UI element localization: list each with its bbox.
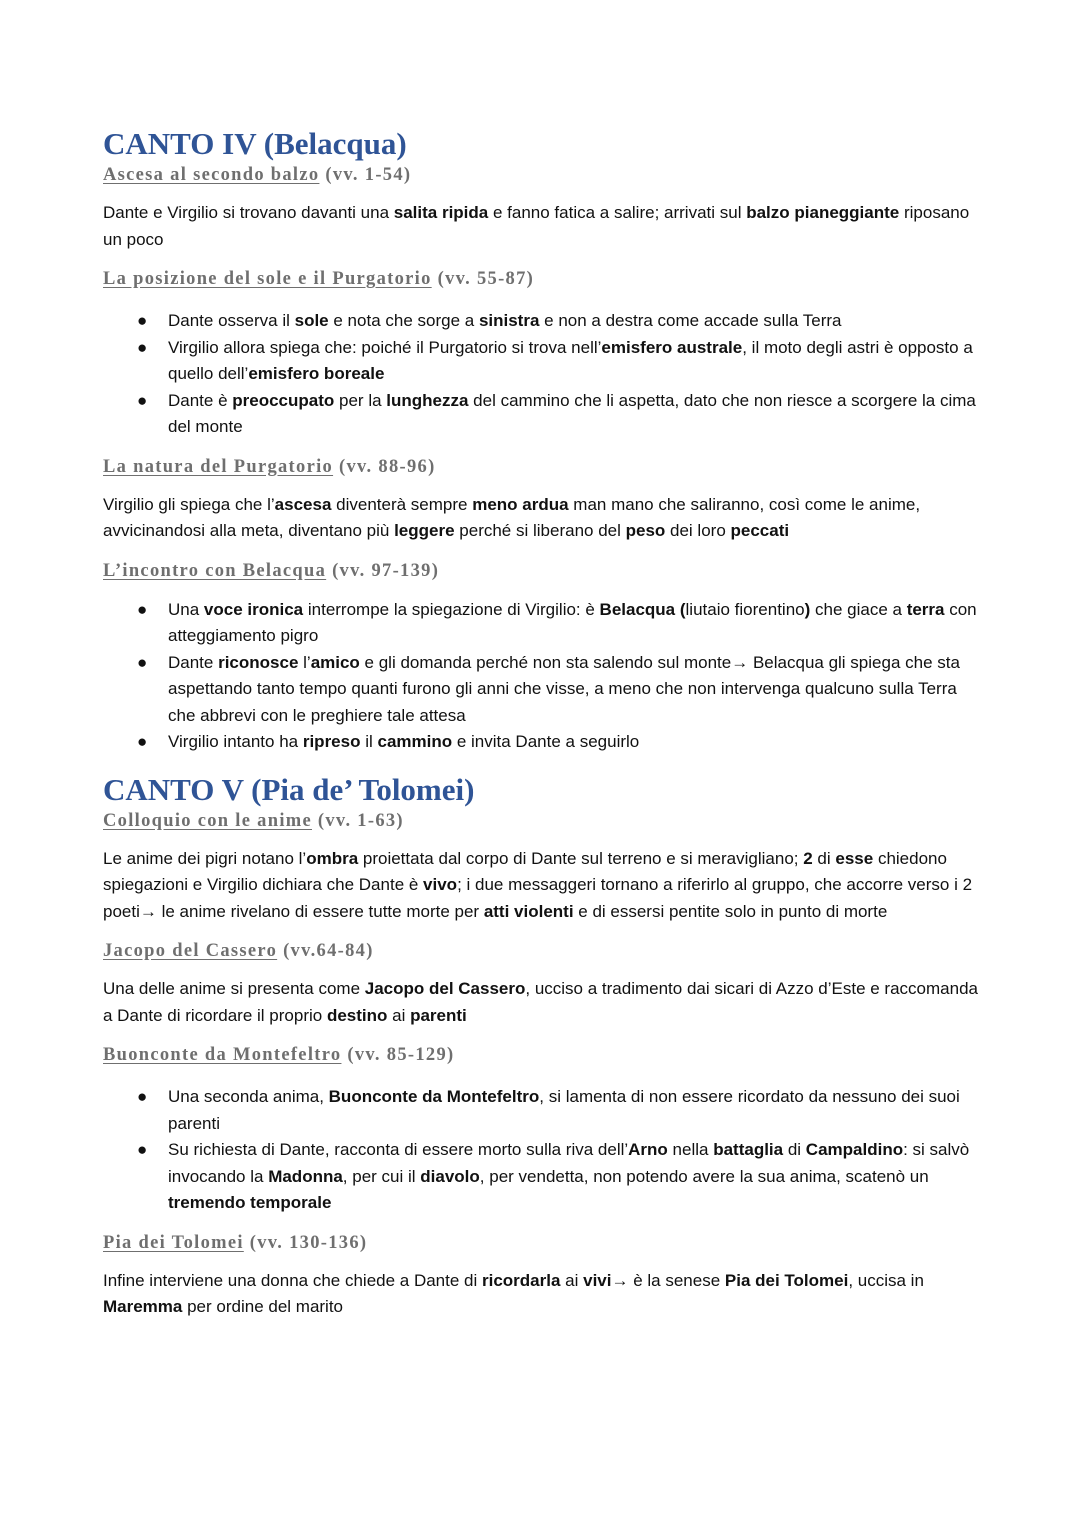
bullet-icon: ● [137,311,148,330]
list-item: ● Dante osserva il sole e nota che sorge a sinistra e non a destra come accade sulla Terra [103,308,983,335]
section-heading: Ascesa al secondo balzo (vv. 1-54) [103,165,412,185]
canto-4-title: CANTO IV (Belacqua) [103,126,407,161]
list-item: ● Dante è preoccupato per la lunghezza del cammino che li aspetta, dato che non riesce a scorgere la cima del monte [103,388,983,441]
bullet-icon: ● [137,1140,148,1159]
section-heading: Jacopo del Cassero (vv.64-84) [103,941,374,961]
document-content [103,126,983,1321]
paragraph: Le anime dei pigri notano l’ombra proiettata dal corpo di Dante sul terreno e si meravigliano; 2 di esse chiedono spiegazioni e Virgilio dichiara che Dante è vivo; i due messaggeri tornano a riferirlo al gruppo, che accorre verso i 2 poeti→ le anime rivelano di essere tutte morte per atti violenti e di essersi pentite solo in punto di morte [103,848,973,921]
list-item: ● Su richiesta di Dante, racconta di essere morto sulla riva dell’Arno nella battaglia di Campaldino: si salvò invocando la Madonna, per cui il diavolo, per vendetta, non potendo avere la sua anima, scatenò un tremendo temporale [103,1137,983,1217]
section-heading: La posizione del sole e il Purgatorio (vv. 55-87) [103,269,535,289]
list-item: ● Dante riconosce l’amico e gli domanda perché non sta salendo sul monte→ Belacqua gli spiega che sta aspettando tanto tempo quanti furono gli anni che visse, a meno che non intervenga qualcuno sulla Terra che abbrevi con le preghiere tale attesa [103,650,983,730]
section-heading: Colloquio con le anime (vv. 1-63) [103,810,404,831]
list-item: ● Una voce ironica interrompe la spiegazione di Virgilio: è Belacqua (liutaio fiorentino) che giace a terra con atteggiamento pigro [103,597,983,650]
bullet-icon: ● [137,732,148,751]
paragraph: Una delle anime si presenta come Jacopo del Cassero, ucciso a tradimento dai sicari di Azzo d’Este e raccomanda a Dante di ricordare il proprio destino ai parenti [103,979,978,1025]
bullet-icon: ● [137,1087,148,1106]
bullet-icon: ● [137,390,148,410]
paragraph: Virgilio gli spiega che l’ascesa diventerà sempre meno ardua man mano che saliranno, così come le anime, avvicinandosi alla meta, diventano più leggere perché si liberano del peso dei loro peccati [103,494,921,540]
bullet-list [103,597,983,756]
bullet-icon: ● [137,337,148,357]
section-heading: La natura del Purgatorio (vv. 88-96) [103,456,436,477]
bullet-icon: ● [137,599,148,619]
list-item: ● Una seconda anima, Buonconte da Montefeltro, si lamenta di non essere ricordato da nessuno dei suoi parenti [103,1084,983,1137]
canto-5-title: CANTO V (Pia de’ Tolomei) [103,771,475,807]
paragraph: Infine interviene una donna che chiede a Dante di ricordarla ai vivi→ è la senese Pia dei Tolomei, uccisa in Maremma per ordine del marito [103,1270,924,1316]
list-item: ● Virgilio intanto ha ripreso il cammino e invita Dante a seguirlo [103,729,983,756]
section-heading: L’incontro con Belacqua (vv. 97-139) [103,560,440,581]
list-item: ● Virgilio allora spiega che: poiché il Purgatorio si trova nell’emisfero australe, il moto degli astri è opposto a quello dell’emisfero boreale [103,335,983,388]
section-heading: Pia dei Tolomei (vv. 130-136) [103,1232,368,1253]
bullet-list [103,308,983,441]
bullet-list [103,1084,983,1217]
paragraph: Dante e Virgilio si trovano davanti una salita ripida e fanno fatica a salire; arrivati sul balzo pianeggiante riposano un poco [103,203,970,249]
bullet-icon: ● [137,652,148,672]
section-heading: Buonconte da Montefeltro (vv. 85-129) [103,1045,455,1065]
